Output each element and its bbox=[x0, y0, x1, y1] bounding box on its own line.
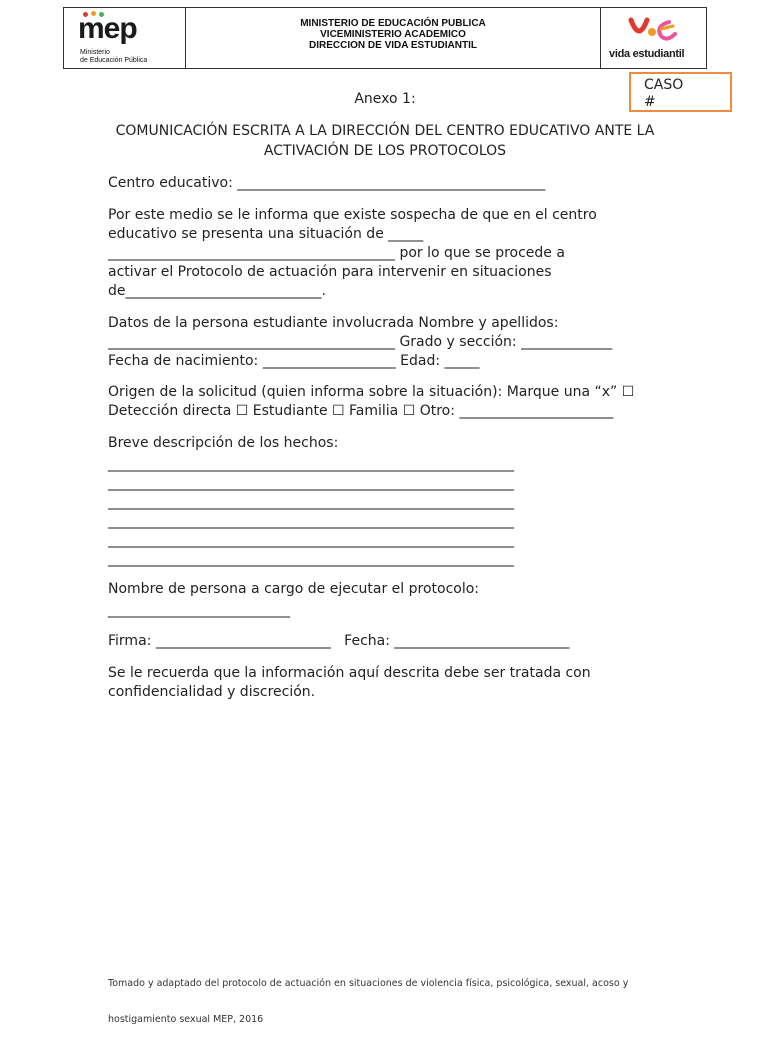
annex-label: Anexo 1: bbox=[354, 91, 416, 107]
header-line-ministerio: MINISTERIO DE EDUCACIÓN PUBLICA bbox=[300, 18, 486, 29]
datos-estudiante-label: Datos de la persona estudiante involucrada Nombre y apellidos: bbox=[108, 315, 559, 331]
para-sospecha-line3[interactable]: _________________________________________ por lo que se procede a bbox=[108, 245, 565, 261]
document-title-line2: ACTIVACIÓN DE LOS PROTOCOLOS bbox=[263, 143, 507, 159]
para-sospecha-line1: Por este medio se le informa que existe sospecha de que en el centro bbox=[108, 207, 597, 223]
origen-solicitud-line1[interactable]: Origen de la solicitud (quien informa sobre la situación): Marque una “x” ☐ bbox=[108, 384, 635, 400]
descripcion-line[interactable]: __________________________________________________________ bbox=[108, 532, 514, 548]
mep-logo-subtitle-line2: de Educación Pública bbox=[80, 57, 148, 64]
nombre-grado-field[interactable]: _________________________________________ Grado y sección: _____________ bbox=[108, 334, 613, 350]
confidencialidad-note-line2: confidencialidad y discreción. bbox=[108, 684, 316, 700]
responsable-label: Nombre de persona a cargo de ejecutar el protocolo: bbox=[108, 581, 480, 597]
header-line-direccion: DIRECCION DE VIDA ESTUDIANTIL bbox=[309, 40, 477, 51]
para-sospecha-line5[interactable]: de____________________________. bbox=[108, 283, 326, 299]
descripcion-line[interactable]: __________________________________________________________ bbox=[108, 494, 514, 510]
document-header bbox=[63, 7, 707, 69]
footer-source-note bbox=[108, 954, 628, 1038]
vida-estudiantil-logo bbox=[600, 8, 706, 68]
mep-logo-subtitle-line1: Ministerio bbox=[80, 49, 110, 56]
confidencialidad-note-line1: Se le recuerda que la información aquí descrita debe ser tratada con bbox=[108, 665, 591, 681]
descripcion-line[interactable]: __________________________________________________________ bbox=[108, 513, 514, 529]
caso-label: CASO bbox=[644, 77, 684, 93]
para-sospecha-line4: activar el Protocolo de actuación para intervenir en situaciones bbox=[108, 264, 552, 280]
para-sospecha-line2[interactable]: educativo se presenta una situación de _____ bbox=[108, 226, 424, 242]
header-titles bbox=[186, 8, 600, 68]
header-line-viceministerio: VICEMINISTERIO ACADEMICO bbox=[320, 29, 466, 40]
centro-educativo-field[interactable]: Centro educativo: ____________________________________________ bbox=[108, 175, 546, 191]
mep-logo-text: mep bbox=[78, 12, 137, 45]
descripcion-line[interactable]: __________________________________________________________ bbox=[108, 456, 514, 472]
descripcion-line[interactable]: __________________________________________________________ bbox=[108, 551, 514, 567]
footer-line2: hostigamiento sexual MEP, 2016 bbox=[108, 1014, 264, 1025]
responsable-field[interactable]: __________________________ bbox=[108, 602, 290, 618]
descripcion-label: Breve descripción de los hechos: bbox=[108, 435, 339, 451]
descripcion-line[interactable]: __________________________________________________________ bbox=[108, 475, 514, 491]
footer-line1: Tomado y adaptado del protocolo de actuación en situaciones de violencia física, psicológica, sexual, acoso y bbox=[108, 978, 629, 989]
vida-estudiantil-emblem-icon bbox=[625, 12, 685, 46]
origen-solicitud-line2[interactable]: Detección directa ☐ Estudiante ☐ Familia ☐ Otro: ______________________ bbox=[108, 403, 614, 419]
firma-fecha-field[interactable]: Firma: _________________________ Fecha: _________________________ bbox=[108, 633, 570, 649]
document-title-line1: COMUNICACIÓN ESCRITA A LA DIRECCIÓN DEL CENTRO EDUCATIVO ANTE LA bbox=[115, 123, 655, 139]
mep-logo-subtitle bbox=[80, 49, 147, 65]
nacimiento-edad-field[interactable]: Fecha de nacimiento: ___________________ Edad: _____ bbox=[108, 353, 480, 369]
caso-number-field[interactable]: # bbox=[644, 94, 656, 110]
vida-estudiantil-text: vida estudiantil bbox=[609, 48, 685, 60]
mep-logo bbox=[64, 8, 186, 68]
